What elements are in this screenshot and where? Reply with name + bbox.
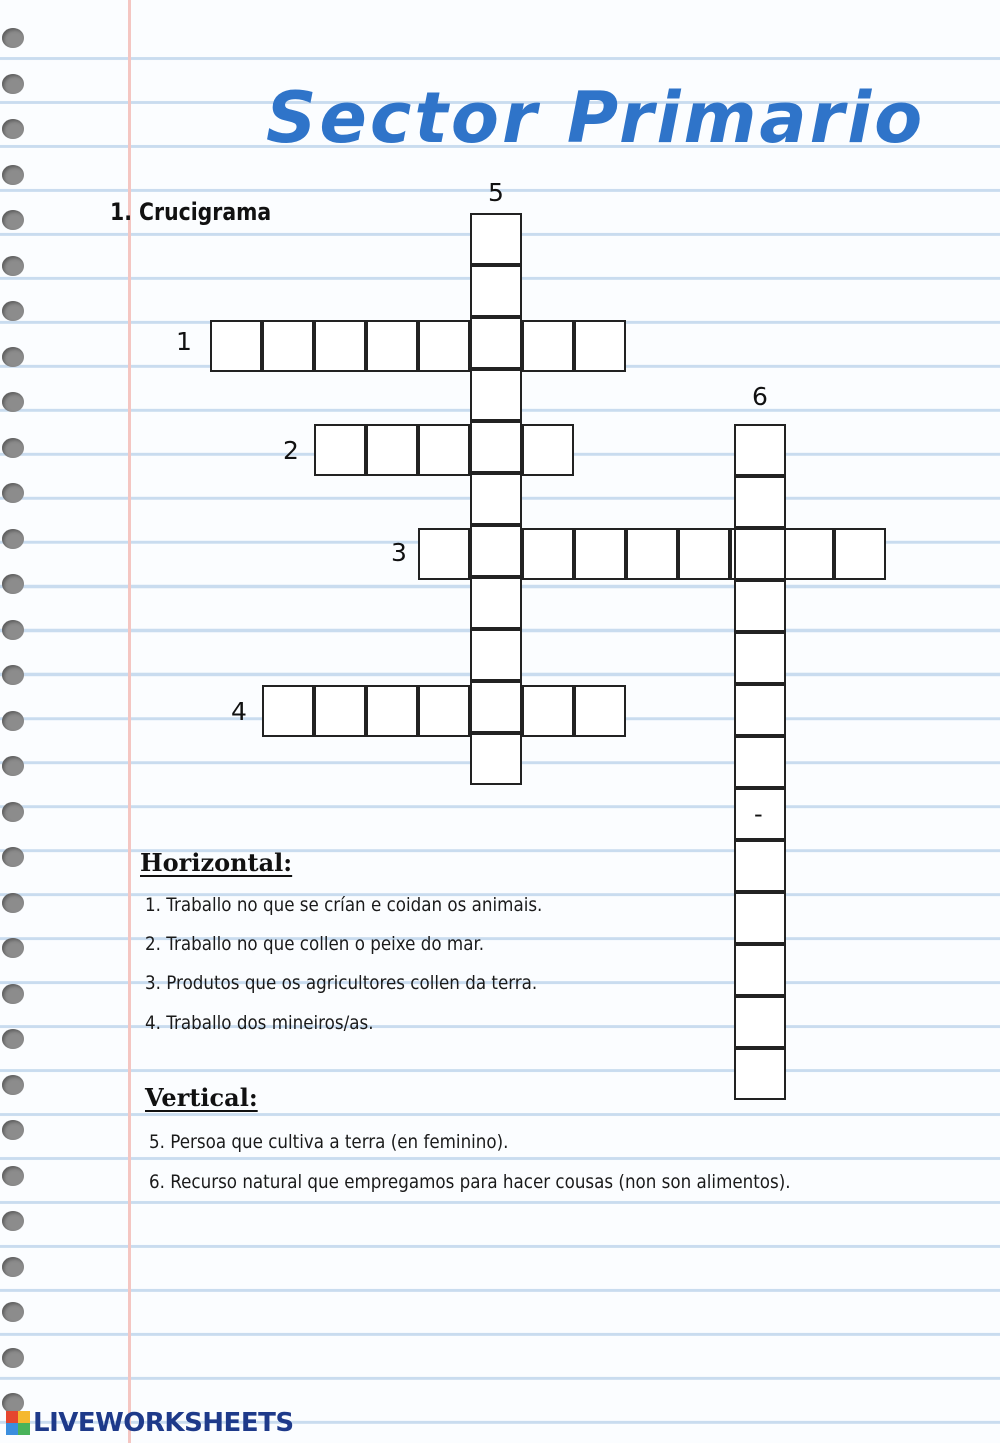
down-5-cell[interactable] [470, 577, 522, 629]
across-4-cell[interactable] [314, 685, 366, 737]
down-6-cell[interactable] [734, 476, 786, 528]
clue-number-2: 2 [283, 436, 299, 465]
across-1-cell[interactable] [314, 320, 366, 372]
horizontal-clue-4: 4. Traballo dos mineiros/as. [145, 1012, 374, 1034]
vertical-clue-6: 6. Recurso natural que empregamos para hacer cousas (non son alimentos). [149, 1171, 791, 1193]
across-3-cell[interactable] [678, 528, 730, 580]
down-6-cell[interactable] [734, 840, 786, 892]
down-5-cell[interactable] [470, 681, 522, 733]
hyphen-marker: - [754, 800, 763, 828]
down-6-cell[interactable] [734, 944, 786, 996]
vertical-heading: Vertical: [145, 1083, 258, 1112]
horizontal-clue-1: 1. Traballo no que se crían e coidan os animais. [145, 894, 543, 916]
down-6-cell[interactable] [734, 736, 786, 788]
across-3-cell[interactable] [626, 528, 678, 580]
across-3-cell[interactable] [834, 528, 886, 580]
across-3-cell[interactable] [522, 528, 574, 580]
down-6-cell[interactable] [734, 632, 786, 684]
across-3-cell[interactable] [574, 528, 626, 580]
down-5-cell[interactable] [470, 629, 522, 681]
horizontal-clue-3: 3. Produtos que os agricultores collen da terra. [145, 972, 538, 994]
down-6-cell[interactable] [734, 684, 786, 736]
across-4-cell[interactable] [418, 685, 470, 737]
down-5-cell[interactable] [470, 213, 522, 265]
across-1-cell[interactable] [210, 320, 262, 372]
down-6-cell[interactable] [734, 528, 786, 580]
across-4-cell[interactable] [366, 685, 418, 737]
across-4-cell[interactable] [262, 685, 314, 737]
clue-number-3: 3 [391, 538, 407, 567]
across-1-cell[interactable] [262, 320, 314, 372]
across-4-cell[interactable] [522, 685, 574, 737]
down-5-cell[interactable] [470, 733, 522, 785]
across-1-cell[interactable] [574, 320, 626, 372]
across-2-cell[interactable] [418, 424, 470, 476]
across-2-cell[interactable] [522, 424, 574, 476]
across-3-cell[interactable] [782, 528, 834, 580]
across-4-cell[interactable] [574, 685, 626, 737]
liveworksheets-footer[interactable] [6, 1406, 294, 1440]
clue-number-1: 1 [176, 327, 192, 356]
vertical-clue-5: 5. Persoa que cultiva a terra (en feminino). [149, 1131, 509, 1153]
down-5-cell[interactable] [470, 369, 522, 421]
liveworksheets-logo-icon [6, 1411, 30, 1435]
down-6-cell[interactable] [734, 424, 786, 476]
down-6-cell[interactable] [734, 996, 786, 1048]
horizontal-heading: Horizontal: [140, 848, 293, 877]
down-6-cell[interactable] [734, 580, 786, 632]
across-1-cell[interactable] [366, 320, 418, 372]
clue-number-6: 6 [752, 382, 768, 411]
across-2-cell[interactable] [366, 424, 418, 476]
down-5-cell[interactable] [470, 317, 522, 369]
section-heading: 1. Crucigrama [110, 198, 272, 226]
across-2-cell[interactable] [314, 424, 366, 476]
down-6-cell[interactable] [734, 1048, 786, 1100]
across-3-cell[interactable] [418, 528, 470, 580]
clue-number-5: 5 [488, 178, 504, 207]
down-5-cell[interactable] [470, 265, 522, 317]
worksheet-title-text: Sector Primario [266, 77, 926, 159]
down-5-cell[interactable] [470, 525, 522, 577]
across-1-cell[interactable] [418, 320, 470, 372]
down-6-cell[interactable] [734, 892, 786, 944]
clue-number-4: 4 [231, 697, 247, 726]
down-5-cell[interactable] [470, 421, 522, 473]
down-5-cell[interactable] [470, 473, 522, 525]
horizontal-clue-2: 2. Traballo no que collen o peixe do mar. [145, 933, 485, 955]
liveworksheets-brand: LIVEWORKSHEETS [33, 1408, 294, 1438]
across-1-cell[interactable] [522, 320, 574, 372]
